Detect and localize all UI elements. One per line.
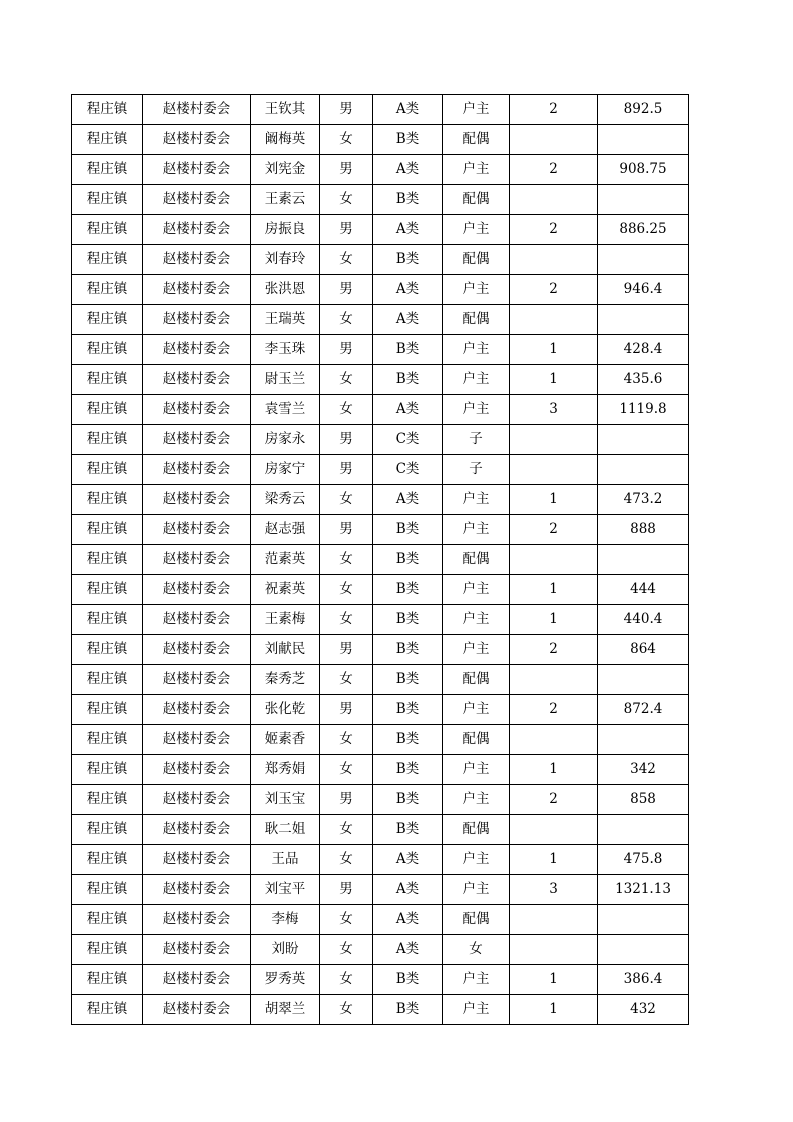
- household-size-cell: 2: [510, 155, 598, 185]
- category-cell: A类: [373, 215, 443, 245]
- table-row: [72, 425, 689, 455]
- relation-cell: 配偶: [443, 815, 510, 845]
- household-size-cell: [510, 125, 598, 155]
- table-row: [72, 455, 689, 485]
- name-cell: 房家永: [251, 425, 320, 455]
- gender-cell: 男: [320, 635, 373, 665]
- gender-cell: 女: [320, 755, 373, 785]
- village-committee-cell: 赵楼村委会: [143, 125, 251, 155]
- amount-cell: 864: [598, 635, 689, 665]
- town-cell: 程庄镇: [72, 515, 143, 545]
- village-committee-cell: 赵楼村委会: [143, 875, 251, 905]
- village-committee-cell: 赵楼村委会: [143, 995, 251, 1025]
- gender-cell: 男: [320, 335, 373, 365]
- town-cell: 程庄镇: [72, 965, 143, 995]
- relation-cell: 配偶: [443, 305, 510, 335]
- household-size-cell: 2: [510, 695, 598, 725]
- table-row: [72, 245, 689, 275]
- category-cell: A类: [373, 845, 443, 875]
- town-cell: 程庄镇: [72, 365, 143, 395]
- category-cell: B类: [373, 545, 443, 575]
- relation-cell: 户主: [443, 335, 510, 365]
- village-committee-cell: 赵楼村委会: [143, 545, 251, 575]
- household-size-cell: [510, 935, 598, 965]
- town-cell: 程庄镇: [72, 665, 143, 695]
- name-cell: 王瑞英: [251, 305, 320, 335]
- relation-cell: 子: [443, 455, 510, 485]
- category-cell: B类: [373, 995, 443, 1025]
- name-cell: 秦秀芝: [251, 665, 320, 695]
- village-committee-cell: 赵楼村委会: [143, 95, 251, 125]
- gender-cell: 女: [320, 935, 373, 965]
- village-committee-cell: 赵楼村委会: [143, 245, 251, 275]
- relation-cell: 户主: [443, 485, 510, 515]
- table-row: [72, 935, 689, 965]
- village-committee-cell: 赵楼村委会: [143, 185, 251, 215]
- category-cell: B类: [373, 695, 443, 725]
- amount-cell: [598, 125, 689, 155]
- gender-cell: 男: [320, 425, 373, 455]
- amount-cell: [598, 545, 689, 575]
- relation-cell: 配偶: [443, 125, 510, 155]
- relation-cell: 户主: [443, 275, 510, 305]
- amount-cell: 888: [598, 515, 689, 545]
- table-row: [72, 155, 689, 185]
- relation-cell: 配偶: [443, 725, 510, 755]
- town-cell: 程庄镇: [72, 875, 143, 905]
- household-size-cell: 2: [510, 635, 598, 665]
- category-cell: B类: [373, 515, 443, 545]
- amount-cell: [598, 245, 689, 275]
- category-cell: C类: [373, 425, 443, 455]
- name-cell: 刘宝平: [251, 875, 320, 905]
- name-cell: 王素云: [251, 185, 320, 215]
- town-cell: 程庄镇: [72, 635, 143, 665]
- amount-cell: 432: [598, 995, 689, 1025]
- table-row: [72, 545, 689, 575]
- amount-cell: 475.8: [598, 845, 689, 875]
- household-size-cell: 2: [510, 215, 598, 245]
- town-cell: 程庄镇: [72, 575, 143, 605]
- amount-cell: 473.2: [598, 485, 689, 515]
- town-cell: 程庄镇: [72, 725, 143, 755]
- name-cell: 李玉珠: [251, 335, 320, 365]
- gender-cell: 女: [320, 965, 373, 995]
- village-committee-cell: 赵楼村委会: [143, 305, 251, 335]
- town-cell: 程庄镇: [72, 695, 143, 725]
- table-row: [72, 215, 689, 245]
- town-cell: 程庄镇: [72, 755, 143, 785]
- category-cell: B类: [373, 635, 443, 665]
- town-cell: 程庄镇: [72, 485, 143, 515]
- gender-cell: 女: [320, 995, 373, 1025]
- village-committee-cell: 赵楼村委会: [143, 485, 251, 515]
- relation-cell: 配偶: [443, 665, 510, 695]
- amount-cell: 386.4: [598, 965, 689, 995]
- village-committee-cell: 赵楼村委会: [143, 515, 251, 545]
- name-cell: 祝素英: [251, 575, 320, 605]
- table-row: [72, 845, 689, 875]
- roster-body: [72, 95, 689, 1025]
- category-cell: A类: [373, 935, 443, 965]
- table-row: [72, 905, 689, 935]
- amount-cell: [598, 815, 689, 845]
- category-cell: B类: [373, 575, 443, 605]
- table-row: [72, 335, 689, 365]
- category-cell: B类: [373, 125, 443, 155]
- relation-cell: 女: [443, 935, 510, 965]
- household-size-cell: [510, 185, 598, 215]
- amount-cell: 946.4: [598, 275, 689, 305]
- household-size-cell: [510, 245, 598, 275]
- relation-cell: 户主: [443, 605, 510, 635]
- amount-cell: [598, 935, 689, 965]
- name-cell: 房家宁: [251, 455, 320, 485]
- village-committee-cell: 赵楼村委会: [143, 605, 251, 635]
- village-committee-cell: 赵楼村委会: [143, 695, 251, 725]
- village-committee-cell: 赵楼村委会: [143, 455, 251, 485]
- category-cell: A类: [373, 905, 443, 935]
- relation-cell: 配偶: [443, 545, 510, 575]
- table-row: [72, 95, 689, 125]
- village-committee-cell: 赵楼村委会: [143, 725, 251, 755]
- amount-cell: 872.4: [598, 695, 689, 725]
- category-cell: A类: [373, 875, 443, 905]
- household-size-cell: 2: [510, 95, 598, 125]
- household-size-cell: 2: [510, 275, 598, 305]
- name-cell: 尉玉兰: [251, 365, 320, 395]
- relation-cell: 户主: [443, 215, 510, 245]
- gender-cell: 女: [320, 395, 373, 425]
- name-cell: 李梅: [251, 905, 320, 935]
- table-row: [72, 515, 689, 545]
- name-cell: 胡翠兰: [251, 995, 320, 1025]
- table-row: [72, 875, 689, 905]
- category-cell: B类: [373, 815, 443, 845]
- town-cell: 程庄镇: [72, 455, 143, 485]
- name-cell: 姬素香: [251, 725, 320, 755]
- village-committee-cell: 赵楼村委会: [143, 665, 251, 695]
- relation-cell: 户主: [443, 95, 510, 125]
- name-cell: 阚梅英: [251, 125, 320, 155]
- table-row: [72, 815, 689, 845]
- household-size-cell: 1: [510, 995, 598, 1025]
- amount-cell: 342: [598, 755, 689, 785]
- name-cell: 罗秀英: [251, 965, 320, 995]
- amount-cell: 444: [598, 575, 689, 605]
- name-cell: 王品: [251, 845, 320, 875]
- town-cell: 程庄镇: [72, 95, 143, 125]
- gender-cell: 男: [320, 455, 373, 485]
- table-row: [72, 725, 689, 755]
- amount-cell: [598, 725, 689, 755]
- town-cell: 程庄镇: [72, 995, 143, 1025]
- household-size-cell: 1: [510, 965, 598, 995]
- town-cell: 程庄镇: [72, 125, 143, 155]
- gender-cell: 女: [320, 815, 373, 845]
- relation-cell: 户主: [443, 875, 510, 905]
- category-cell: B类: [373, 185, 443, 215]
- gender-cell: 女: [320, 485, 373, 515]
- category-cell: B类: [373, 725, 443, 755]
- household-size-cell: 1: [510, 335, 598, 365]
- relation-cell: 户主: [443, 515, 510, 545]
- gender-cell: 男: [320, 785, 373, 815]
- town-cell: 程庄镇: [72, 245, 143, 275]
- table-row: [72, 995, 689, 1025]
- table-row: [72, 755, 689, 785]
- table-row: [72, 635, 689, 665]
- relation-cell: 户主: [443, 635, 510, 665]
- town-cell: 程庄镇: [72, 785, 143, 815]
- town-cell: 程庄镇: [72, 305, 143, 335]
- household-size-cell: 1: [510, 845, 598, 875]
- village-committee-cell: 赵楼村委会: [143, 845, 251, 875]
- table-row: [72, 965, 689, 995]
- gender-cell: 女: [320, 605, 373, 635]
- name-cell: 赵志强: [251, 515, 320, 545]
- name-cell: 刘宪金: [251, 155, 320, 185]
- household-size-cell: [510, 425, 598, 455]
- amount-cell: [598, 185, 689, 215]
- name-cell: 范素英: [251, 545, 320, 575]
- gender-cell: 女: [320, 575, 373, 605]
- table-row: [72, 395, 689, 425]
- name-cell: 刘玉宝: [251, 785, 320, 815]
- village-committee-cell: 赵楼村委会: [143, 635, 251, 665]
- household-size-cell: [510, 665, 598, 695]
- amount-cell: [598, 455, 689, 485]
- household-size-cell: [510, 455, 598, 485]
- town-cell: 程庄镇: [72, 395, 143, 425]
- table-row: [72, 275, 689, 305]
- household-size-cell: [510, 305, 598, 335]
- town-cell: 程庄镇: [72, 815, 143, 845]
- town-cell: 程庄镇: [72, 215, 143, 245]
- name-cell: 王钦其: [251, 95, 320, 125]
- gender-cell: 男: [320, 275, 373, 305]
- category-cell: A类: [373, 485, 443, 515]
- amount-cell: 858: [598, 785, 689, 815]
- village-committee-cell: 赵楼村委会: [143, 425, 251, 455]
- table-row: [72, 485, 689, 515]
- village-committee-cell: 赵楼村委会: [143, 365, 251, 395]
- category-cell: A类: [373, 275, 443, 305]
- village-committee-cell: 赵楼村委会: [143, 755, 251, 785]
- gender-cell: 女: [320, 725, 373, 755]
- town-cell: 程庄镇: [72, 545, 143, 575]
- table-row: [72, 365, 689, 395]
- town-cell: 程庄镇: [72, 185, 143, 215]
- household-size-cell: 2: [510, 785, 598, 815]
- relation-cell: 户主: [443, 755, 510, 785]
- gender-cell: 男: [320, 695, 373, 725]
- town-cell: 程庄镇: [72, 155, 143, 185]
- amount-cell: [598, 905, 689, 935]
- name-cell: 刘春玲: [251, 245, 320, 275]
- village-committee-cell: 赵楼村委会: [143, 935, 251, 965]
- gender-cell: 女: [320, 245, 373, 275]
- category-cell: B类: [373, 785, 443, 815]
- town-cell: 程庄镇: [72, 605, 143, 635]
- village-committee-cell: 赵楼村委会: [143, 965, 251, 995]
- household-size-cell: 1: [510, 605, 598, 635]
- town-cell: 程庄镇: [72, 905, 143, 935]
- amount-cell: 435.6: [598, 365, 689, 395]
- relation-cell: 子: [443, 425, 510, 455]
- amount-cell: 886.25: [598, 215, 689, 245]
- household-size-cell: 3: [510, 875, 598, 905]
- category-cell: A类: [373, 95, 443, 125]
- village-committee-cell: 赵楼村委会: [143, 575, 251, 605]
- gender-cell: 女: [320, 665, 373, 695]
- village-committee-cell: 赵楼村委会: [143, 905, 251, 935]
- household-size-cell: [510, 725, 598, 755]
- relation-cell: 户主: [443, 155, 510, 185]
- amount-cell: [598, 305, 689, 335]
- name-cell: 张洪恩: [251, 275, 320, 305]
- name-cell: 郑秀娟: [251, 755, 320, 785]
- village-committee-cell: 赵楼村委会: [143, 215, 251, 245]
- gender-cell: 女: [320, 185, 373, 215]
- table-row: [72, 605, 689, 635]
- village-committee-cell: 赵楼村委会: [143, 335, 251, 365]
- category-cell: A类: [373, 395, 443, 425]
- relation-cell: 户主: [443, 395, 510, 425]
- village-committee-cell: 赵楼村委会: [143, 395, 251, 425]
- amount-cell: 908.75: [598, 155, 689, 185]
- household-size-cell: 1: [510, 575, 598, 605]
- table-row: [72, 575, 689, 605]
- category-cell: A类: [373, 155, 443, 185]
- relation-cell: 配偶: [443, 185, 510, 215]
- relation-cell: 户主: [443, 575, 510, 605]
- gender-cell: 男: [320, 515, 373, 545]
- name-cell: 房振良: [251, 215, 320, 245]
- category-cell: B类: [373, 605, 443, 635]
- amount-cell: 428.4: [598, 335, 689, 365]
- household-size-cell: [510, 905, 598, 935]
- category-cell: B类: [373, 665, 443, 695]
- amount-cell: 1119.8: [598, 395, 689, 425]
- relation-cell: 配偶: [443, 905, 510, 935]
- table-row: [72, 125, 689, 155]
- category-cell: C类: [373, 455, 443, 485]
- town-cell: 程庄镇: [72, 335, 143, 365]
- amount-cell: 440.4: [598, 605, 689, 635]
- amount-cell: 1321.13: [598, 875, 689, 905]
- table-row: [72, 695, 689, 725]
- name-cell: 张化乾: [251, 695, 320, 725]
- name-cell: 刘盼: [251, 935, 320, 965]
- village-committee-cell: 赵楼村委会: [143, 155, 251, 185]
- category-cell: B类: [373, 755, 443, 785]
- gender-cell: 女: [320, 365, 373, 395]
- gender-cell: 女: [320, 845, 373, 875]
- gender-cell: 男: [320, 155, 373, 185]
- relation-cell: 户主: [443, 845, 510, 875]
- village-committee-cell: 赵楼村委会: [143, 275, 251, 305]
- name-cell: 王素梅: [251, 605, 320, 635]
- relation-cell: 户主: [443, 365, 510, 395]
- amount-cell: 892.5: [598, 95, 689, 125]
- category-cell: B类: [373, 365, 443, 395]
- town-cell: 程庄镇: [72, 845, 143, 875]
- category-cell: A类: [373, 305, 443, 335]
- relation-cell: 户主: [443, 785, 510, 815]
- gender-cell: 女: [320, 305, 373, 335]
- category-cell: B类: [373, 245, 443, 275]
- table-row: [72, 185, 689, 215]
- category-cell: B类: [373, 335, 443, 365]
- table-row: [72, 785, 689, 815]
- gender-cell: 女: [320, 905, 373, 935]
- household-size-cell: [510, 545, 598, 575]
- name-cell: 梁秀云: [251, 485, 320, 515]
- household-size-cell: 1: [510, 365, 598, 395]
- town-cell: 程庄镇: [72, 425, 143, 455]
- town-cell: 程庄镇: [72, 935, 143, 965]
- relation-cell: 户主: [443, 695, 510, 725]
- village-committee-cell: 赵楼村委会: [143, 785, 251, 815]
- gender-cell: 男: [320, 95, 373, 125]
- relation-cell: 配偶: [443, 245, 510, 275]
- gender-cell: 女: [320, 545, 373, 575]
- amount-cell: [598, 665, 689, 695]
- name-cell: 刘献民: [251, 635, 320, 665]
- roster-table: [71, 94, 689, 1025]
- town-cell: 程庄镇: [72, 275, 143, 305]
- relation-cell: 户主: [443, 965, 510, 995]
- village-committee-cell: 赵楼村委会: [143, 815, 251, 845]
- household-size-cell: 3: [510, 395, 598, 425]
- amount-cell: [598, 425, 689, 455]
- category-cell: B类: [373, 965, 443, 995]
- table-row: [72, 665, 689, 695]
- household-size-cell: 1: [510, 485, 598, 515]
- household-size-cell: 1: [510, 755, 598, 785]
- household-size-cell: [510, 815, 598, 845]
- gender-cell: 女: [320, 125, 373, 155]
- gender-cell: 男: [320, 875, 373, 905]
- table-row: [72, 305, 689, 335]
- household-size-cell: 2: [510, 515, 598, 545]
- name-cell: 耿二姐: [251, 815, 320, 845]
- gender-cell: 男: [320, 215, 373, 245]
- name-cell: 袁雪兰: [251, 395, 320, 425]
- relation-cell: 户主: [443, 995, 510, 1025]
